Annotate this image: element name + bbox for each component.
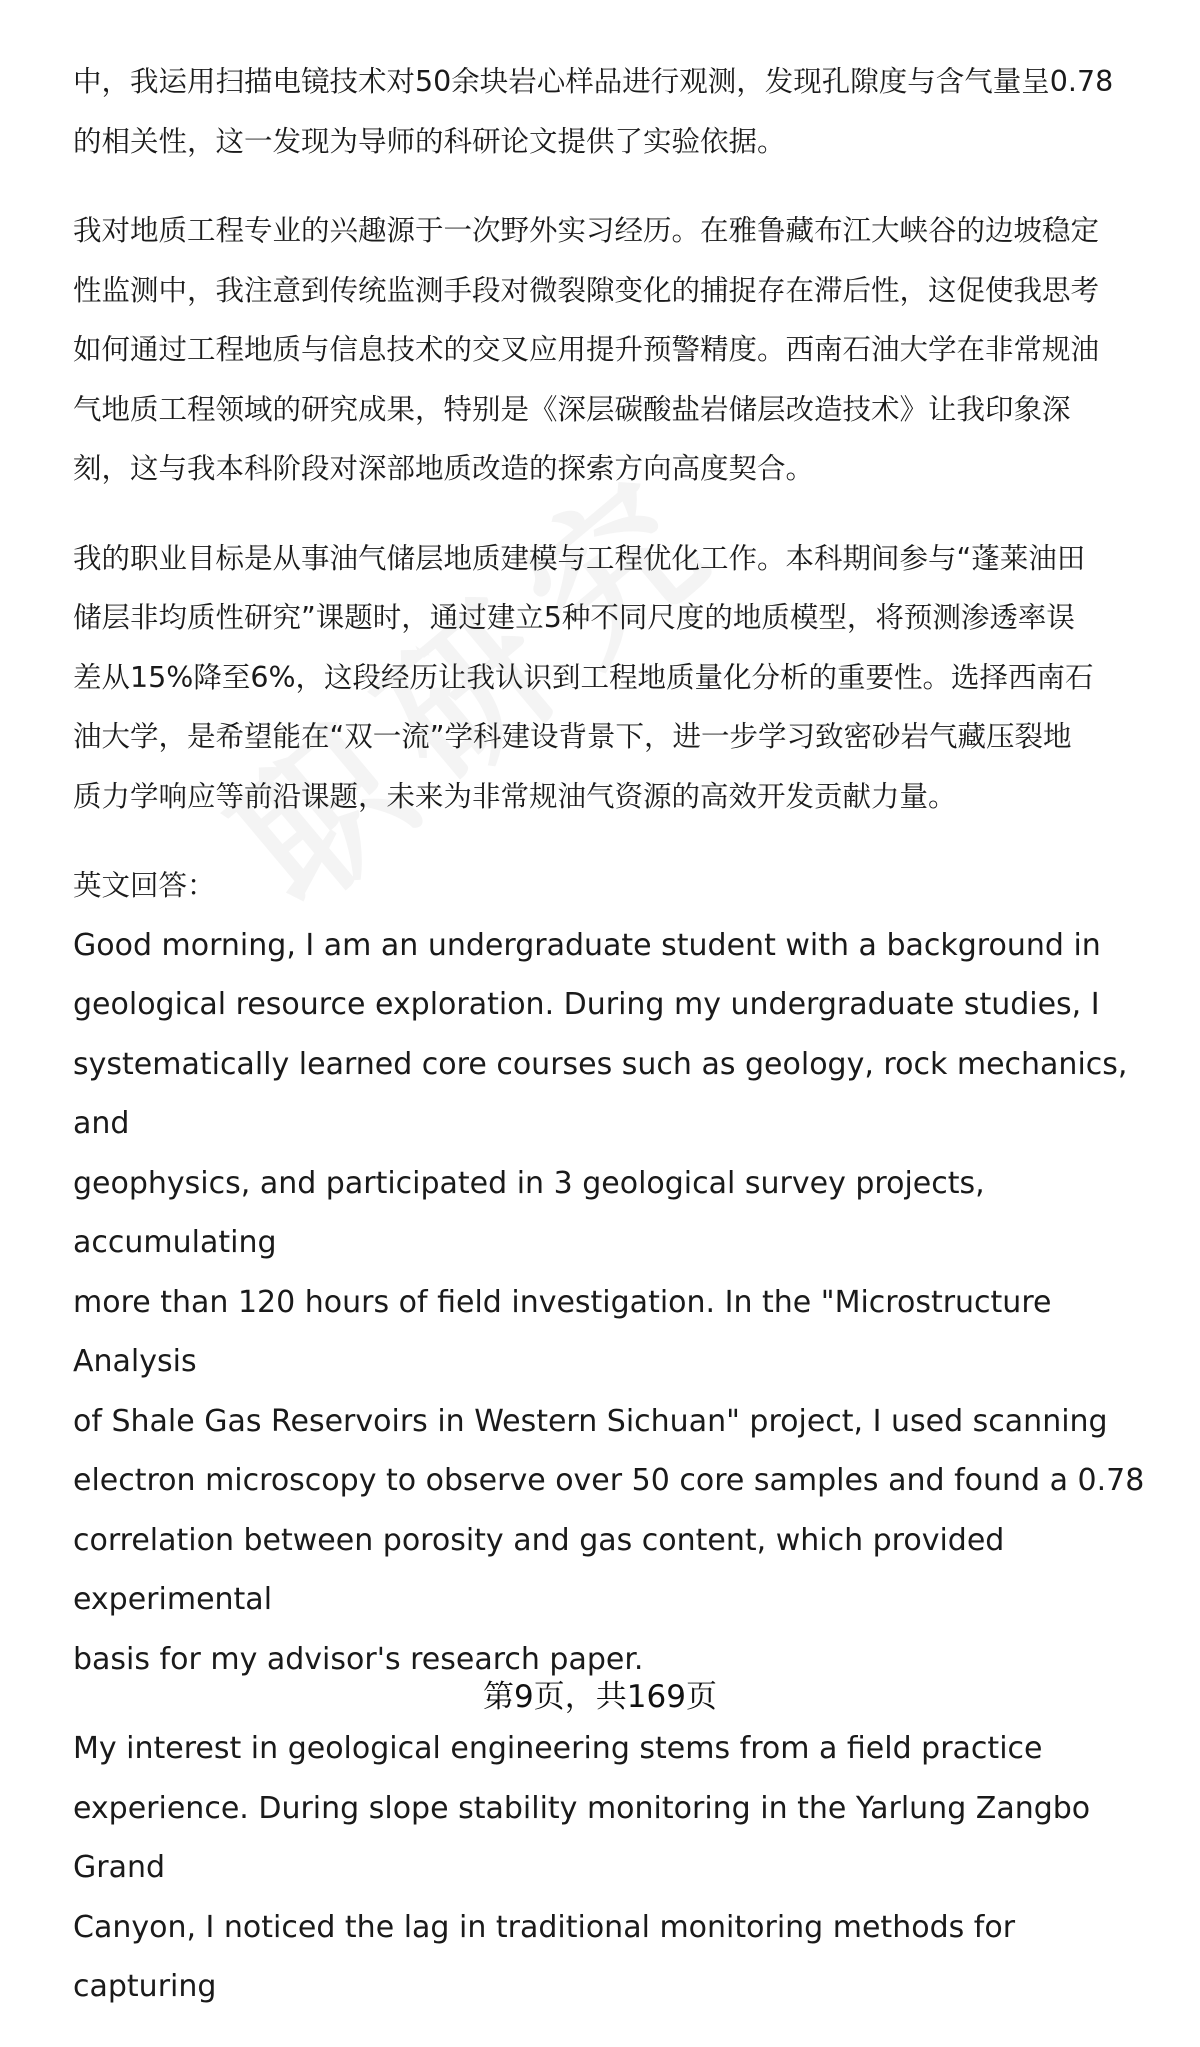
chinese-paragraph-1: 中，我运用扫描电镜技术对50余块岩心样品进行观测，发现孔隙度与含气量呈0.78 的相关性，这一发现为导师的科研论文提供了实验依据。 (73, 65, 1114, 158)
page-number-footer: 第9页，共169页 (483, 1679, 717, 1715)
document-body (73, 52, 1153, 2047)
chinese-paragraph-3: 我的职业目标是从事油气储层地质建模与工程优化工作。本科期间参与“蓬莱油田 储层非均质性研究”课题时，通过建立5种不同尺度的地质模型，将预测渗透率误 差从15%降至6%，这段经历让我认识到工程地质量化分析的重要性。选择西南石 油大学，是希望能在“双一流”学科建设背景下，进一步学习致密砂岩气藏压裂地 质力学响应等前沿课题，未来为非常规油气资源的高效开发贡献力量。 (73, 541, 1094, 813)
english-answer-label: 英文回答： (73, 869, 216, 902)
english-paragraph-2: My interest in geological engineering stems from a field practice experience. During slope stability monitoring in the Yarlung Zangbo Grand Canyon, I noticed the lag in traditional monitoring methods for capturing (73, 1731, 1091, 2004)
english-paragraph-1: Good morning, I am an undergraduate student with a background in geological resource exploration. During my undergraduate studies, I systematically learned core courses such as geology, rock mechanics, and geophysics, and participated in 3 geological survey projects, accumulating more than 120 hours of field investigation. In the "Microstructure Analysis of Shale Gas Reservoirs in Western Sichuan" project, I used scanning electron microscopy to observe over 50 core samples and found a 0.78 correlation between porosity and gas content, which provided experimental basis for my advisor's research paper. (73, 927, 1145, 1677)
chinese-paragraph-2: 我对地质工程专业的兴趣源于一次野外实习经历。在雅鲁藏布江大峡谷的边坡稳定 性监测中，我注意到传统监测手段对微裂隙变化的捕捉存在滞后性，这促使我思考 如何通过工程地质与信息技术的交叉应用提升预警精度。西南石油大学在非常规油 气地质工程领域的研究成果，特别是《深层碳酸盐岩储层改造技术》让我印象深 刻，这与我本科阶段对深部地质改造的探索方向高度契合。 (73, 214, 1100, 485)
